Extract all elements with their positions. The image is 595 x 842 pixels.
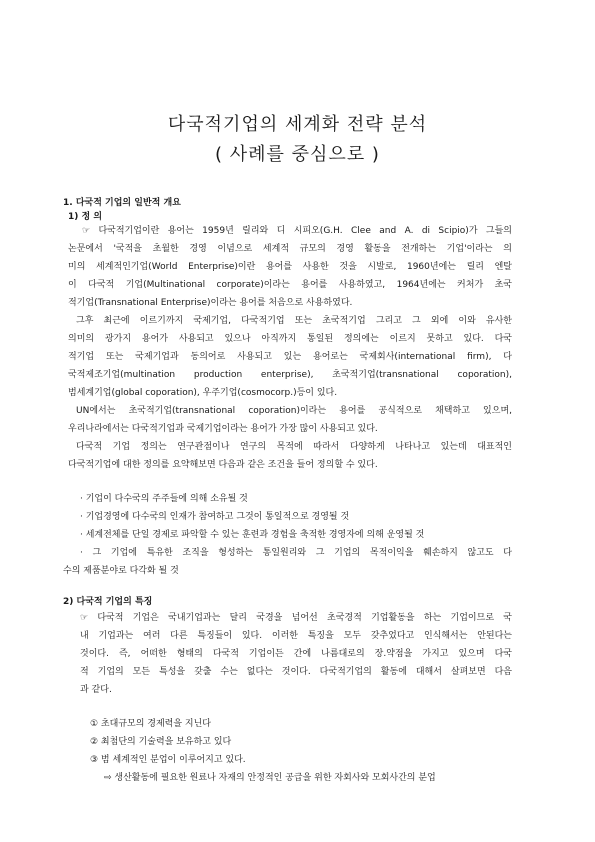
bullet-item: · 세계전체를 단일 경제로 파악할 수 있는 훈련과 경험을 축적한 경영자에 의해 운영될 것 xyxy=(80,530,425,540)
paragraph-line: 내 기업과는 여러 다른 특징들이 있다. 이러한 특징을 모두 갖추었다고 인식해서는 안된다는 xyxy=(80,631,512,641)
paragraph-line: 논문에서 '국적을 초월한 경영 이념으로 세계적 규모의 경영 활동을 전개하는 기업'이라는 의 xyxy=(68,244,512,254)
bullet-item-continuation: 수의 제품분야로 다각화 될 것 xyxy=(63,566,179,576)
document-subtitle: ( 사례를 중심으로 ) xyxy=(215,144,380,165)
section-heading: 1. 다국적 기업의 일반적 개요 xyxy=(63,198,181,208)
paragraph-line: 다국적기업에 대한 정의를 요약해보면 다음과 같은 조건을 들어 정의할 수 있다. xyxy=(68,460,378,470)
paragraph-line: 다국적 기업 정의는 연구관점이나 연구의 목적에 따라서 다양하게 나타나고 있는데 대표적인 xyxy=(76,442,512,452)
bullet-item: · 기업이 다수국의 주주들에 의해 소유될 것 xyxy=(80,494,248,504)
numbered-item: ③ 범 세계적인 분업이 이루어지고 있다. xyxy=(90,755,246,765)
numbered-item: ① 초대규모의 경제력을 지닌다 xyxy=(90,719,211,729)
paragraph-line: 것이다. 즉, 어떠한 형태의 다국적 기업이든 간에 나름대로의 장.약점을 가지고 있으며 다국 xyxy=(80,649,512,659)
paragraph-line: 국적제조기업(multination production enterprise), 초국적기업(transnational coporation), xyxy=(68,370,512,380)
paragraph-line: 적기업 또는 국제기업과 동의어로 사용되고 있는 용어로는 국제회사(international firm), 다 xyxy=(68,352,512,362)
subsection-heading-features: 2) 다국적 기업의 특징 xyxy=(63,597,153,607)
paragraph-line: 의미의 광가지 용어가 사용되고 있으나 아직까지 통일된 정의에는 이르지 못하고 있다. 다국 xyxy=(68,334,512,344)
paragraph-line: 적 기업의 모든 특성을 갖출 수는 없다는 것이다. 다국적기업의 활동에 대해서 살펴보면 다음 xyxy=(80,667,512,677)
paragraph-line: 미의 세계적인기업(World Enterprise)이란 용어를 사용한 것을 시발로, 1960년에는 릴리 엔탈 xyxy=(68,262,512,272)
bullet-item: · 기업경영에 다수국의 인재가 참여하고 그것이 통일적으로 경영될 것 xyxy=(80,512,350,522)
subsection-heading-definition: 1) 정 의 xyxy=(68,212,103,222)
paragraph-line: ☞ 다국적 기업은 국내기업과는 달리 국경을 넘어선 초국경적 기업활동을 하는 기업이므로 국 xyxy=(80,613,512,623)
paragraph-line: 그후 최근에 이르기까지 국제기업, 다국적기업 또는 초국적기업 그리고 그 외에 이와 유사한 xyxy=(76,316,512,326)
document-title: 다국적기업의 세계화 전략 분석 xyxy=(167,114,428,135)
arrow-item: ⇨ 생산활동에 필요한 원료나 자재의 안정적인 공급을 위한 자회사와 모회사간의 분업 xyxy=(104,773,436,783)
paragraph-line: 우리나라에서는 다국적기업과 국제기업이라는 용어가 가장 많이 사용되고 있다. xyxy=(68,424,378,434)
bullet-item: · 그 기업에 특유한 조직을 형성하는 통일원리와 그 기업의 목적이익을 훼손하지 않고도 다 xyxy=(80,548,512,558)
paragraph-line: 이 다국적 기업(Multinational corporate)이라는 용어를 사용하였고, 1964년에는 커처가 초국 xyxy=(68,280,512,290)
paragraph-line: UN에서는 초국적기업(transnational coporation)이라는 용어를 공식적으로 채택하고 있으며, xyxy=(76,406,512,416)
numbered-item: ② 최첨단의 기술력을 보유하고 있다 xyxy=(90,737,232,747)
paragraph-line: 과 같다. xyxy=(80,685,112,695)
paragraph-line: 적기업(Transnational Enterprise)이라는 용어를 처음으로 사용하였다. xyxy=(68,298,353,308)
paragraph-line: 범세계기업(global coporation), 우주기업(cosmocorp.)등이 있다. xyxy=(68,388,338,398)
paragraph-line: ☞ 다국적기업이란 용어는 1959년 릴리와 디 시피오(G.H. Clee and A. di Scipio)가 그들의 xyxy=(82,226,512,236)
